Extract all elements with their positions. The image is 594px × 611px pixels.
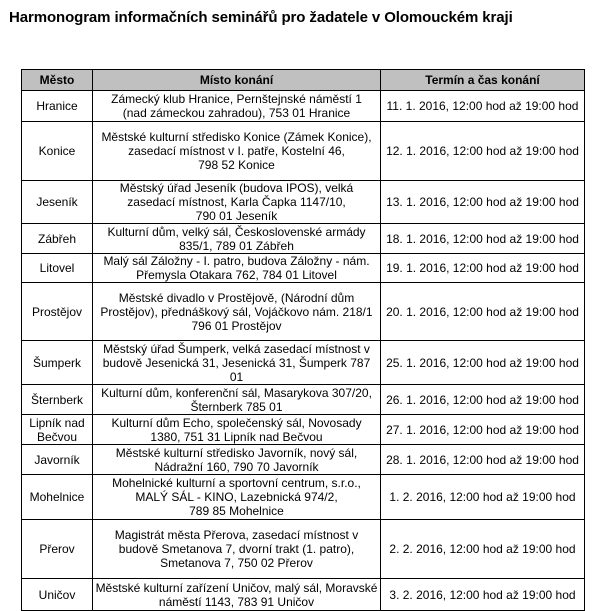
place-cell: Kulturní dům Echo, společenský sál, Novosady 1380, 751 31 Lipník nad Bečvou [93, 415, 381, 445]
city-cell: Mohelnice [22, 475, 93, 520]
table-row [22, 385, 585, 415]
datetime-cell: 25. 1. 2016, 12:00 hod až 19:00 hod [381, 341, 585, 385]
place-cell: Městský úřad Šumperk, velká zasedací místnost v budově Jesenická 31, Jesenická 31, Šumperk 787 01 [93, 341, 381, 385]
datetime-cell: 13. 1. 2016, 12:00 hod až 19:00 hod [381, 181, 585, 224]
table-row [22, 224, 585, 254]
datetime-cell: 18. 1. 2016, 12:00 hod až 19:00 hod [381, 224, 585, 254]
city-cell: Jeseník [22, 181, 93, 224]
city-cell: Lipník nad Bečvou [22, 415, 93, 445]
page-title: Harmonogram informačních seminářů pro žadatele v Olomouckém kraji [9, 9, 513, 26]
datetime-cell: 19. 1. 2016, 12:00 hod až 19:00 hod [381, 254, 585, 283]
datetime-cell: 12. 1. 2016, 12:00 hod až 19:00 hod [381, 122, 585, 181]
place-cell: Městské kulturní zařízení Uničov, malý sál, Moravské náměstí 1143, 783 91 Uničov [93, 579, 381, 611]
city-cell: Konice [22, 122, 93, 181]
datetime-cell: 28. 1. 2016, 12:00 hod až 19:00 hod [381, 445, 585, 475]
city-cell: Prostějov [22, 283, 93, 341]
place-cell: Kulturní dům, konferenční sál, Masarykova 307/20, Šternberk 785 01 [93, 385, 381, 415]
place-cell: Magistrát města Přerova, zasedací místnost v budově Smetanova 7, dvorní trakt (1. patro), Smetanova 7, 750 02 Přerov [93, 520, 381, 579]
city-cell: Šternberk [22, 385, 93, 415]
city-cell: Šumperk [22, 341, 93, 385]
table-header-row [22, 70, 585, 91]
header-city: Město [22, 70, 93, 91]
table-row [22, 445, 585, 475]
table-row [22, 579, 585, 611]
datetime-cell: 27. 1. 2016, 12:00 hod až 19:00 hod [381, 415, 585, 445]
city-cell: Litovel [22, 254, 93, 283]
table-row [22, 520, 585, 579]
datetime-cell: 20. 1. 2016, 12:00 hod až 19:00 hod [381, 283, 585, 341]
table-row [22, 283, 585, 341]
datetime-cell: 1. 2. 2016, 12:00 hod až 19:00 hod [381, 475, 585, 520]
table-row [22, 91, 585, 122]
place-cell: Malý sál Záložny - I. patro, budova Záložny - nám. Přemysla Otakara 762, 784 01 Litovel [93, 254, 381, 283]
place-cell: Městské kulturní středisko Javorník, nový sál, Nádražní 160, 790 70 Javorník [93, 445, 381, 475]
city-cell: Hranice [22, 91, 93, 122]
header-datetime: Termín a čas konání [381, 70, 585, 91]
datetime-cell: 2. 2. 2016, 12:00 hod až 19:00 hod [381, 520, 585, 579]
city-cell: Zábřeh [22, 224, 93, 254]
place-cell: Městské kulturní středisko Konice (Zámek Konice), zasedací místnost v I. patře, Kostelní 46, 798 52 Konice [93, 122, 381, 181]
table-row [22, 181, 585, 224]
city-cell: Uničov [22, 579, 93, 611]
table-row [22, 475, 585, 520]
city-cell: Javorník [22, 445, 93, 475]
place-cell: Mohelnické kulturní a sportovní centrum, s.r.o., MALÝ SÁL - KINO, Lazebnická 974/2, 789 85 Mohelnice [93, 475, 381, 520]
datetime-cell: 11. 1. 2016, 12:00 hod až 19:00 hod [381, 91, 585, 122]
place-cell: Kulturní dům, velký sál, Československé armády 835/1, 789 01 Zábřeh [93, 224, 381, 254]
table-row [22, 122, 585, 181]
table-row [22, 415, 585, 445]
seminar-schedule-table [21, 69, 585, 611]
header-place: Místo konání [93, 70, 381, 91]
table-row [22, 341, 585, 385]
table-row [22, 254, 585, 283]
city-cell: Přerov [22, 520, 93, 579]
datetime-cell: 26. 1. 2016, 12:00 hod až 19:00 hod [381, 385, 585, 415]
place-cell: Městský úřad Jeseník (budova IPOS), velká zasedací místnost, Karla Čapka 1147/10, 790 01 Jeseník [93, 181, 381, 224]
place-cell: Městské divadlo v Prostějově, (Národní dům Prostějov), přednáškový sál, Vojáčkovo nám. 218/1 796 01 Prostějov [93, 283, 381, 341]
place-cell: Zámecký klub Hranice, Pernštejnské náměstí 1 (nad zámeckou zahradou), 753 01 Hranice [93, 91, 381, 122]
datetime-cell: 3. 2. 2016, 12:00 hod až 19:00 hod [381, 579, 585, 611]
